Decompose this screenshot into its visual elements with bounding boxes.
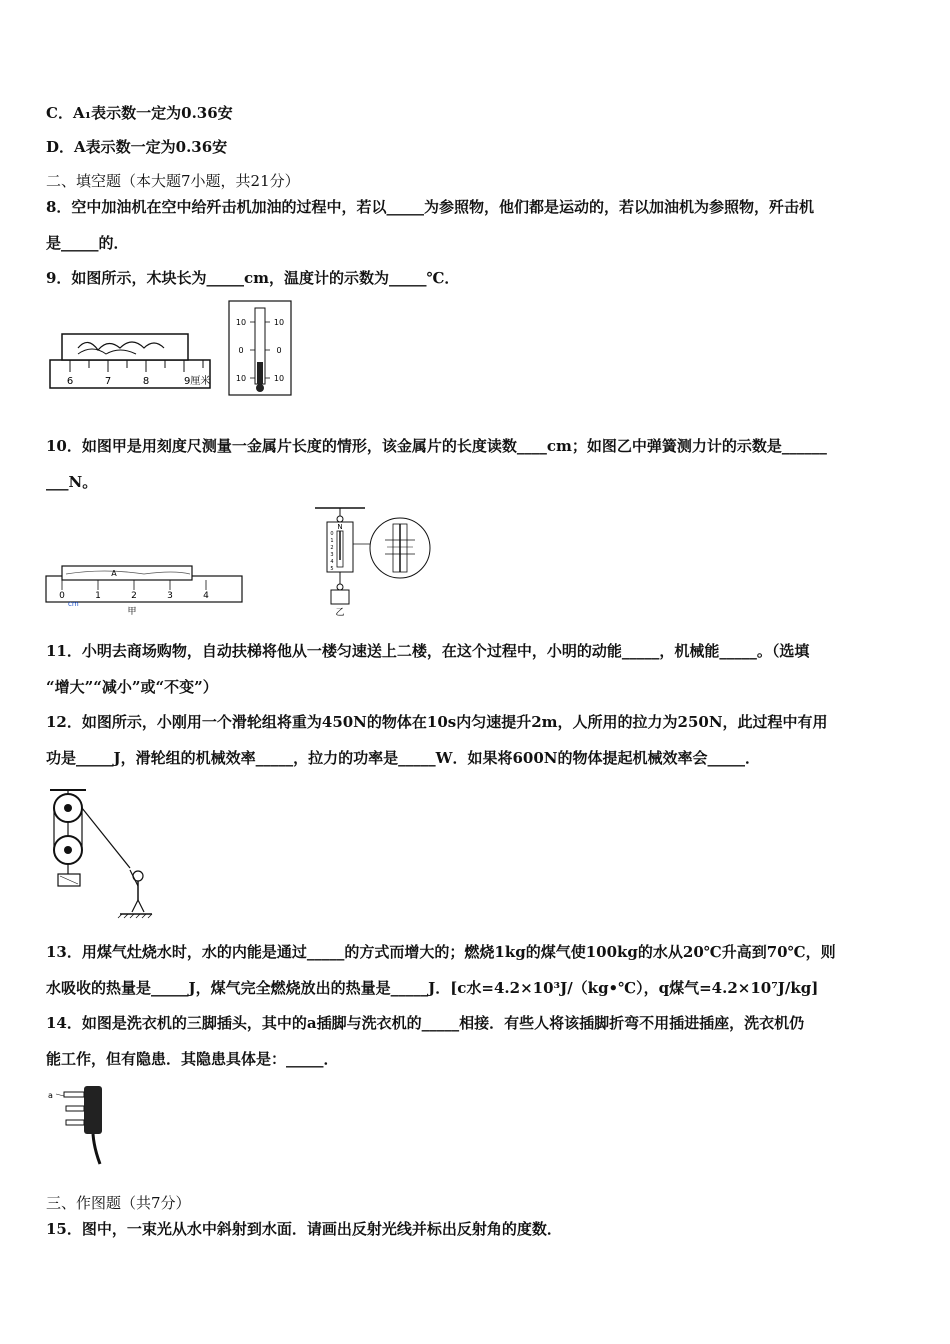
ruler2-caption: 甲 [127,607,137,616]
metal-label-a: A [111,569,117,578]
spring-scale-4: 4 [330,559,334,565]
question-9: 9．如图所示，木块长为_____cm，温度计的示数为_____℃． [46,269,460,287]
spring-top-n: N [337,523,343,531]
section-drawing-title: 三、作图题（共7分） [46,1194,191,1212]
ruler2-tick-0: 0 [59,591,65,601]
ruler1-tick-7: 7 [104,376,112,387]
thermo-label-bottom: 10 [235,374,247,383]
pulley-figure [46,784,158,920]
section-fill-in-title: 二、填空题（本大题7小题，共21分） [46,172,300,190]
plug-label-a: a [48,1091,53,1100]
ruler1-tick-6: 6 [66,376,74,387]
thermo-label-mid-right: 0 [276,346,282,355]
question-13-line1: 13．用煤气灶烧水时，水的内能是通过_____的方式而增大的；燃烧1kg的煤气使100kg的水从20℃升高到70℃，则 [46,943,836,961]
spring-scale-3: 3 [330,552,334,558]
spring-balance-figure [305,504,435,618]
question-12-line1: 12．如图所示，小刚用一个滑轮组将重为450N的物体在10s内匀速提升2m，人所用的拉力为250N，此过程中有用 [46,713,828,731]
ruler2-tick-3: 3 [167,591,173,601]
question-10-line2: ___N。 [46,473,98,491]
question-13-line2: 水吸收的热量是_____J，煤气完全燃烧放出的热量是_____J．[c水=4.2×10³J/（kg•℃），q煤气=4.2×10⁷J/kg] [46,979,819,997]
ruler2-tick-4: 4 [203,591,209,601]
question-8-line1: 8．空中加油机在空中给歼击机加油的过程中，若以_____为参照物，他们都是运动的，若以加油机为参照物，歼击机 [46,198,814,216]
line-c-option: C．A₁表示数一定为0.36安 [46,104,233,122]
question-10-line1: 10．如图甲是用刻度尺测量一金属片长度的情形，该金属片的长度读数____cm；如图乙中弹簧测力计的示数是______ [46,437,827,455]
ruler2-tick-1: 1 [95,591,101,601]
spring-scale-0: 0 [330,531,334,537]
thermo-label-mid: 0 [238,346,244,355]
spring-caption: 乙 [335,608,345,618]
thermo-label-top-right: 10 [273,318,285,327]
plug-figure [44,1082,114,1168]
thermo-label-bottom-right: 10 [273,374,285,383]
spring-scale-5: 5 [330,566,334,572]
question-15: 15．图中，一束光从水中斜射到水面．请画出反射光线并标出反射角的度数． [46,1220,562,1238]
question-11-line1: 11．小明去商场购物，自动扶梯将他从一楼匀速送上二楼，在这个过程中，小明的动能_____，机械能_____。（选填 [46,642,810,660]
spring-scale-2: 2 [330,545,334,551]
question-12-line2: 功是_____J，滑轮组的机械效率_____，拉力的功率是_____W．如果将600N的物体提起机械效率会_____． [46,749,760,767]
ruler2-tick-2: 2 [131,591,137,601]
ruler-wood-figure [48,326,214,392]
ruler1-tick-8: 8 [142,376,150,387]
ruler-metal-figure [44,562,246,616]
ruler1-tick-9: 9厘米 [184,376,211,387]
question-14-line1: 14．如图是洗衣机的三脚插头，其中的a插脚与洗衣机的_____相接．有些人将该插脚折弯不用插进插座，洗衣机仍 [46,1014,805,1032]
ruler2-unit: cm [68,600,79,608]
spring-scale-1: 1 [330,538,334,544]
line-d-option: D．A表示数一定为0.36安 [46,138,228,156]
thermometer-figure [228,300,292,396]
question-11-line2: “增大”“减小”或“不变”） [46,678,218,696]
thermo-label-top: 10 [235,318,247,327]
question-14-line2: 能工作，但有隐患．其隐患具体是：_____． [46,1050,339,1068]
question-8-line2: 是_____的． [46,234,129,252]
